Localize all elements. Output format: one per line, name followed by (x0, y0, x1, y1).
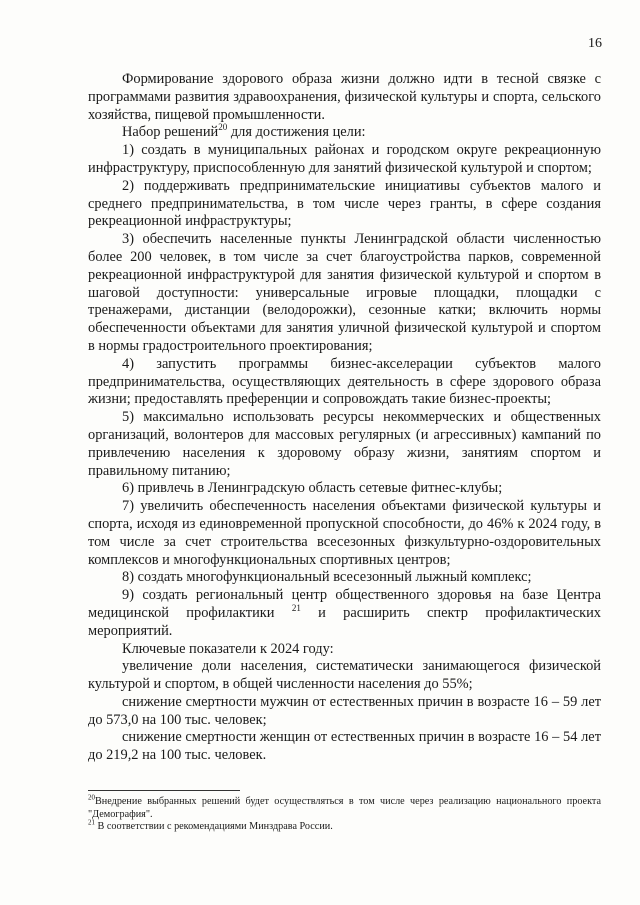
solutions-tail: для достижения цели: (227, 124, 366, 141)
footnote-21-ref: 21 (88, 818, 95, 827)
intro-paragraph: Формирование здорового образа жизни должно идти в тесной связке с программами развития здравоохранения, физической культуры и спорта, сельского хозяйства, пищевой промышленности. (88, 71, 601, 123)
solution-item-3: 3) обеспечить населенные пункты Ленинградской области численностью более 200 человек, в том числе за счет благоустройства парков, современной рекреационной инфраструктурой для занятия физической культурой и спортом в шаговой доступности: универсальные игровые площадки, площадки с тренажерами, дистанции (велодорожки), сезонные катки; включить нормы обеспеченности объектами для занятия уличной физической культурой и спортом в нормы градостроительного проектирования; (88, 231, 601, 354)
indicator-item-3: снижение смертности женщин от естественных причин в возрасте 16 – 54 лет до 219,2 на 100 тыс. человек. (88, 729, 601, 764)
item9-lead: 9) создать региональный центр общественного здоровья на базе Центра медицинской профилактики (88, 587, 601, 621)
solution-item-5: 5) максимально использовать ресурсы некоммерческих и общественных организаций, волонтеров для массовых регулярных (и агрессивных) кампаний по привлечению населения к здоровому образу жизни, занятиям спортом и правильному питанию; (88, 409, 601, 479)
footnote-20 (88, 793, 601, 821)
footnote-ref-21: 21 (291, 603, 301, 614)
solutions-lead: Набор решений (122, 124, 219, 141)
body-text (88, 71, 601, 765)
solution-item-4: 4) запустить программы бизнес-акселерации субъектов малого предпринимательства, осуществляющих деятельность в сфере здорового образа жизни; предоставлять преференции и сопровождать такие бизнес-проекты; (88, 355, 601, 408)
footnote-21 (88, 818, 601, 834)
footnote-separator (88, 790, 240, 791)
solution-item-9 (88, 587, 601, 640)
page-number: 16 (588, 36, 602, 51)
solutions-heading (88, 124, 601, 142)
solution-item-7: 7) увеличить обеспеченность населения объектами физической культуры и спорта, исходя из единовременной пропускной способности, до 46% к 2024 году, в том числе за счет строительства всесезонных физкультурно-оздоровительных комплексов и многофункциональных спортивных центров; (88, 498, 601, 568)
footnote-ref-20: 20 (218, 122, 228, 133)
solution-item-6: 6) привлечь в Ленинградскую область сетевые фитнес-клубы; (122, 480, 503, 497)
item9-tail: и расширить спектр профилактических мероприятий. (88, 604, 601, 639)
solution-item-8: 8) создать многофункциональный всесезонный лыжный комплекс; (122, 569, 532, 586)
indicator-item-2: снижение смертности мужчин от естественных причин в возрасте 16 – 59 лет до 573,0 на 100 тыс. человек; (88, 693, 601, 728)
solution-item-2: 2) поддерживать предпринимательские инициативы субъектов малого и среднего предпринимательства, в том числе через гранты, в сфере создания рекреационной инфраструктуры; (88, 177, 601, 230)
solution-item-1: 1) создать в муниципальных районах и городском округе рекреационную инфраструктуру, приспособленную для занятий физической культурой и спортом; (88, 142, 601, 176)
indicator-item-1: увеличение доли населения, систематически занимающегося физической культурой и спортом, в общей численности населения до 55%; (88, 658, 601, 693)
footnote-20-text: Внедрение выбранных решений будет осуществляться в том числе через реализацию национального проекта "Демография". (88, 796, 601, 820)
footnotes (88, 793, 601, 834)
footnote-20-ref: 20 (88, 793, 95, 802)
indicators-heading: Ключевые показатели к 2024 году: (122, 640, 334, 657)
footnote-21-text: В соответствии с рекомендациями Минздрава России. (95, 821, 333, 833)
